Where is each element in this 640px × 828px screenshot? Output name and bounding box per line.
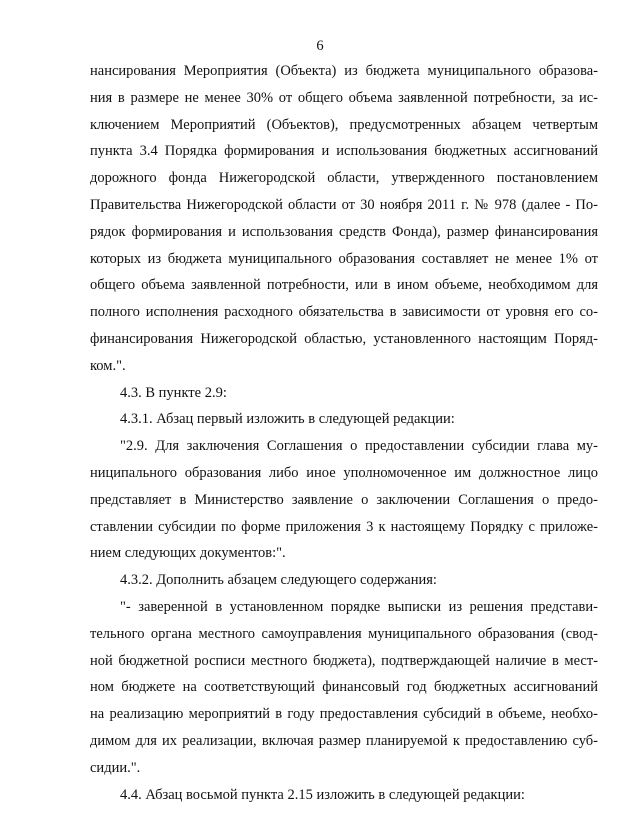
text-line: дорожного фонда Нижегородской области, утвержденного постановлением bbox=[90, 170, 598, 187]
text-line: "2.9. Для заключения Соглашения о предоставлении субсидии глава му- bbox=[120, 438, 598, 455]
clause-heading-4-3-1 bbox=[90, 406, 598, 433]
text-line: финансирования Нижегородской областью, установленного настоящим Поряд- bbox=[90, 330, 598, 347]
text-line: общего объема заявленной потребности, или в ином объеме, необходимом для bbox=[90, 277, 598, 294]
text-line: ком.". bbox=[90, 357, 126, 374]
page-number: 6 bbox=[316, 38, 324, 54]
clause-heading-4-3-2 bbox=[90, 567, 598, 594]
clause-heading-4-4 bbox=[90, 782, 598, 809]
text-line: ния в размере не менее 30% от общего объема заявленной потребности, за ис- bbox=[90, 89, 598, 106]
text-line: полного исполнения расходного обязательства в зависимости от уровня его со- bbox=[90, 304, 598, 321]
text-line: 4.3.1. Абзац первый изложить в следующей редакции: bbox=[120, 411, 455, 428]
text-line: на реализацию мероприятий в году предоставления субсидий в объеме, необхо- bbox=[90, 706, 598, 723]
text-line: ставлении субсидии по форме приложения 3 к настоящему Порядку с приложе- bbox=[90, 518, 598, 535]
clause-heading-4-3 bbox=[90, 380, 598, 407]
text-line: ном бюджете на соответствующий финансовый год бюджетных ассигнований bbox=[90, 679, 598, 696]
text-line: ной бюджетной росписи местного бюджета), подтверждающей наличие в мест- bbox=[90, 652, 598, 669]
text-line: сидии.". bbox=[90, 759, 141, 776]
text-line: 4.4. Абзац восьмой пункта 2.15 изложить в следующей редакции: bbox=[120, 786, 525, 803]
text-line: рядок формирования и использования средств Фонда), размер финансирования bbox=[90, 223, 598, 240]
text-line: 4.3. В пункте 2.9: bbox=[120, 384, 227, 401]
paragraph-continuation bbox=[90, 58, 598, 380]
text-line: 4.3.2. Дополнить абзацем следующего содержания: bbox=[120, 572, 437, 589]
text-line: "- заверенной в установленном порядке выписки из решения представи- bbox=[120, 598, 598, 615]
text-line: нансирования Мероприятия (Объекта) из бюджета муниципального образова- bbox=[90, 63, 598, 79]
text-line: тельного органа местного самоуправления муниципального образования (свод- bbox=[90, 625, 598, 642]
quoted-paragraph-extract bbox=[90, 594, 598, 782]
quoted-paragraph-2-9 bbox=[90, 433, 598, 567]
text-line: нием следующих документов:". bbox=[90, 545, 286, 562]
text-line: пункта 3.4 Порядка формирования и использования бюджетных ассигнований bbox=[90, 143, 598, 160]
text-line: Правительства Нижегородской области от 30 ноября 2011 г. № 978 (далее - По- bbox=[90, 196, 598, 213]
document-body bbox=[90, 58, 598, 808]
text-line: ключением Мероприятий (Объектов), предусмотренных абзацем четвертым bbox=[90, 116, 598, 133]
text-line: димом для их реализации, включая размер планируемой к предоставлению суб- bbox=[90, 732, 598, 749]
text-line: которых из бюджета муниципального образования составляет не менее 1% от bbox=[90, 250, 598, 267]
text-line: представляет в Министерство заявление о заключении Соглашения о предо- bbox=[90, 491, 598, 508]
text-line: ниципального образования либо иное уполномоченное им должностное лицо bbox=[90, 464, 598, 481]
